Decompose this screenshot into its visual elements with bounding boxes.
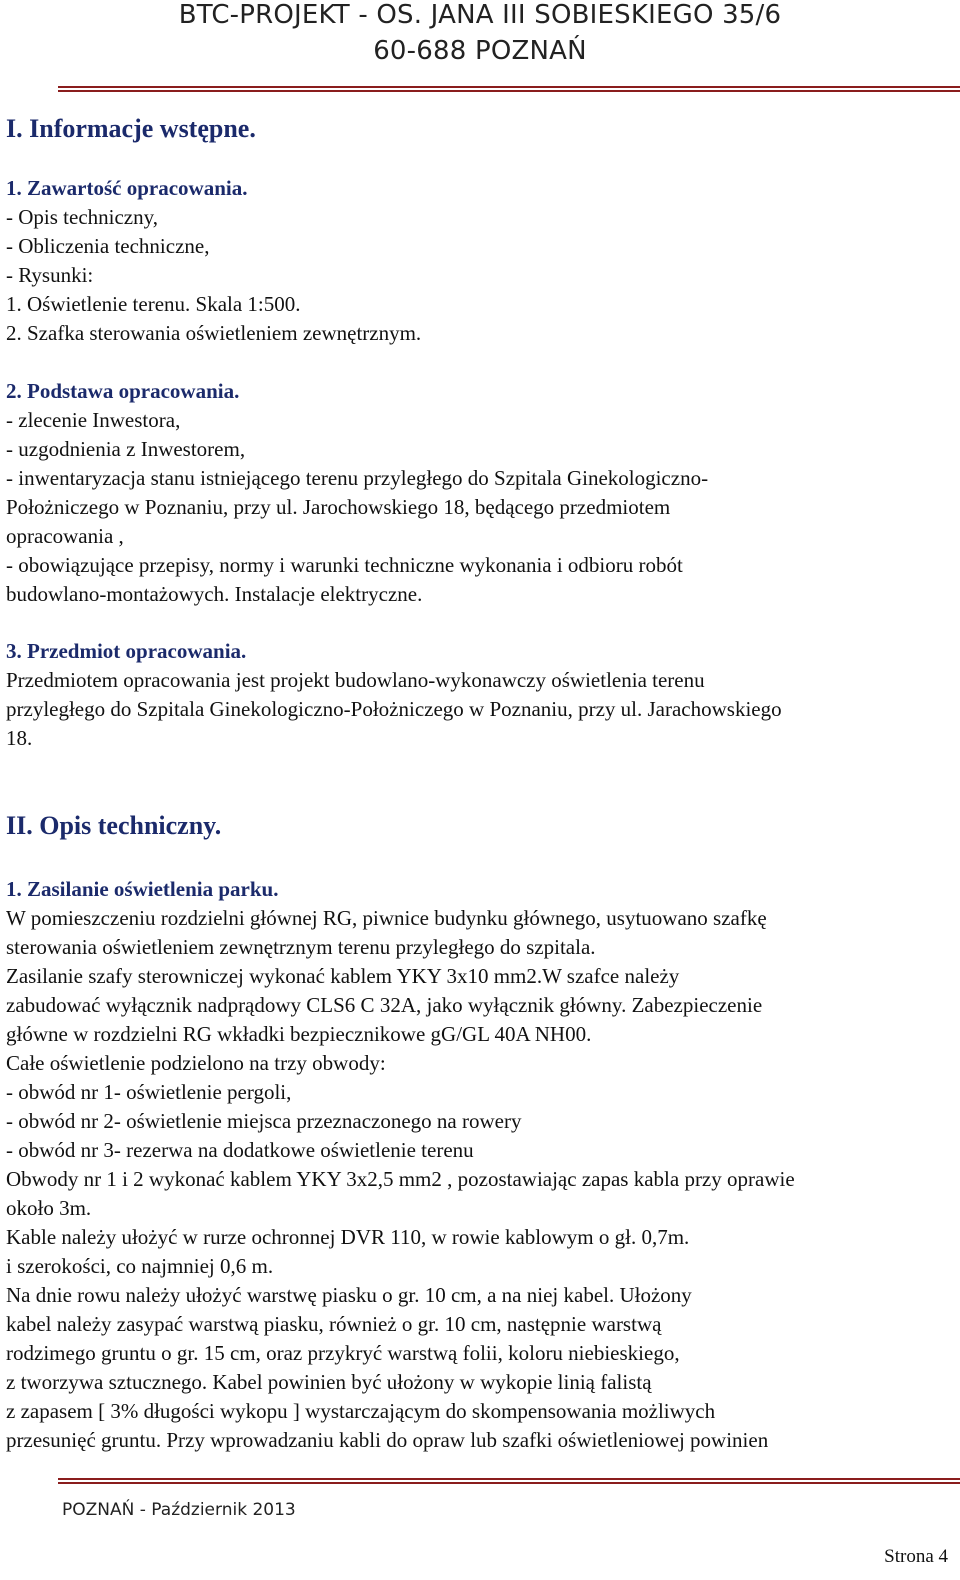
text-line: i szerokości, co najmniej 0,6 m. [6,1254,274,1278]
text-line: budowlano-montażowych. Instalacje elektryczne. [6,582,423,606]
text-line: Obwody nr 1 i 2 wykonać kablem YKY 3x2,5 mm2 , pozostawiając zapas kabla przy oprawie [6,1167,795,1191]
section-heading-technical: II. Opis techniczny. [6,811,222,840]
footer-rule [58,1478,960,1484]
text-line: 18. [6,726,33,750]
page-number: Strona 4 [884,1546,948,1567]
text-line: opracowania , [6,524,124,548]
list-item: - uzgodnienia z Inwestorem, [6,437,246,461]
header-address: 60-688 POZNAŃ [373,36,587,66]
text-line: Całe oświetlenie podzielono na trzy obwody: [6,1051,386,1075]
text-line: Zasilanie szafy sterowniczej wykonać kablem YKY 3x10 mm2.W szafce należy [6,964,680,988]
list-item: - obwód nr 1- oświetlenie pergoli, [6,1080,292,1104]
text-line: Położniczego w Poznaniu, przy ul. Jarochowskiego 18, będącego przedmiotem [6,495,671,519]
text-line: z zapasem [ 3% długości wykopu ] wystarczającym do skompensowania możliwych [6,1399,716,1423]
list-item: - obwód nr 3- rezerwa na dodatkowe oświetlenie terenu [6,1138,474,1162]
text-line: rodzimego gruntu o gr. 15 cm, oraz przykryć warstwą folii, koloru niebieskiego, [6,1341,680,1365]
list-item: - Opis techniczny, [6,205,159,229]
list-item: 2. Szafka sterowania oświetleniem zewnętrznym. [6,321,422,345]
text-line: Na dnie rowu należy ułożyć warstwę piasku o gr. 10 cm, a na niej kabel. Ułożony [6,1283,692,1307]
text-line: około 3m. [6,1196,92,1220]
text-line: - inwentaryzacja stanu istniejącego terenu przyległego do Szpitala Ginekologiczno- [6,466,709,490]
text-line: przesunięć gruntu. Przy wprowadzaniu kabli do opraw lub szafki oświetleniowej powinien [6,1428,769,1452]
text-line: z tworzywa sztucznego. Kabel powinien być ułożony w wykopie linią falistą [6,1370,652,1394]
text-line: zabudować wyłącznik nadprądowy CLS6 C 32A, jako wyłącznik główny. Zabezpieczenie [6,993,763,1017]
text-line: kabel należy zasypać warstwą piasku, również o gr. 10 cm, następnie warstwą [6,1312,662,1336]
text-line: - obowiązujące przepisy, normy i warunki techniczne wykonania i odbioru robót [6,553,683,577]
text-line: Kable należy ułożyć w rurze ochronnej DVR 110, w rowie kablowym o gł. 0,7m. [6,1225,690,1249]
text-line: przyległego do Szpitala Ginekologiczno-Położniczego w Poznaniu, przy ul. Jarachowskiego [6,697,782,721]
list-item: 1. Oświetlenie terenu. Skala 1:500. [6,292,301,316]
text-line: główne w rozdzielni RG wkładki bezpiecznikowe gG/GL 40A NH00. [6,1022,592,1046]
header-rule [58,86,960,92]
header-company: BTC-PROJEKT - OS. JANA III SOBIESKIEGO 35/6 [178,0,782,30]
subheading-contents: 1. Zawartość opracowania. [6,176,248,200]
list-item: - Rysunki: [6,263,94,287]
list-item: - obwód nr 2- oświetlenie miejsca przeznaczonego na rowery [6,1109,522,1133]
subheading-power: 1. Zasilanie oświetlenia parku. [6,877,279,901]
footer-place-date: POZNAŃ - Październik 2013 [62,1500,296,1520]
text-line: Przedmiotem opracowania jest projekt budowlano-wykonawczy oświetlenia terenu [6,668,705,692]
text-line: sterowania oświetleniem zewnętrznym terenu przyległego do szpitala. [6,935,596,959]
subheading-subject: 3. Przedmiot opracowania. [6,639,247,663]
list-item: - zlecenie Inwestora, [6,408,181,432]
subheading-basis: 2. Podstawa opracowania. [6,379,240,403]
section-heading-intro: I. Informacje wstępne. [6,114,256,143]
list-item: - Obliczenia techniczne, [6,234,210,258]
text-line: W pomieszczeniu rozdzielni głównej RG, piwnice budynku głównego, usytuowano szafkę [6,906,767,930]
